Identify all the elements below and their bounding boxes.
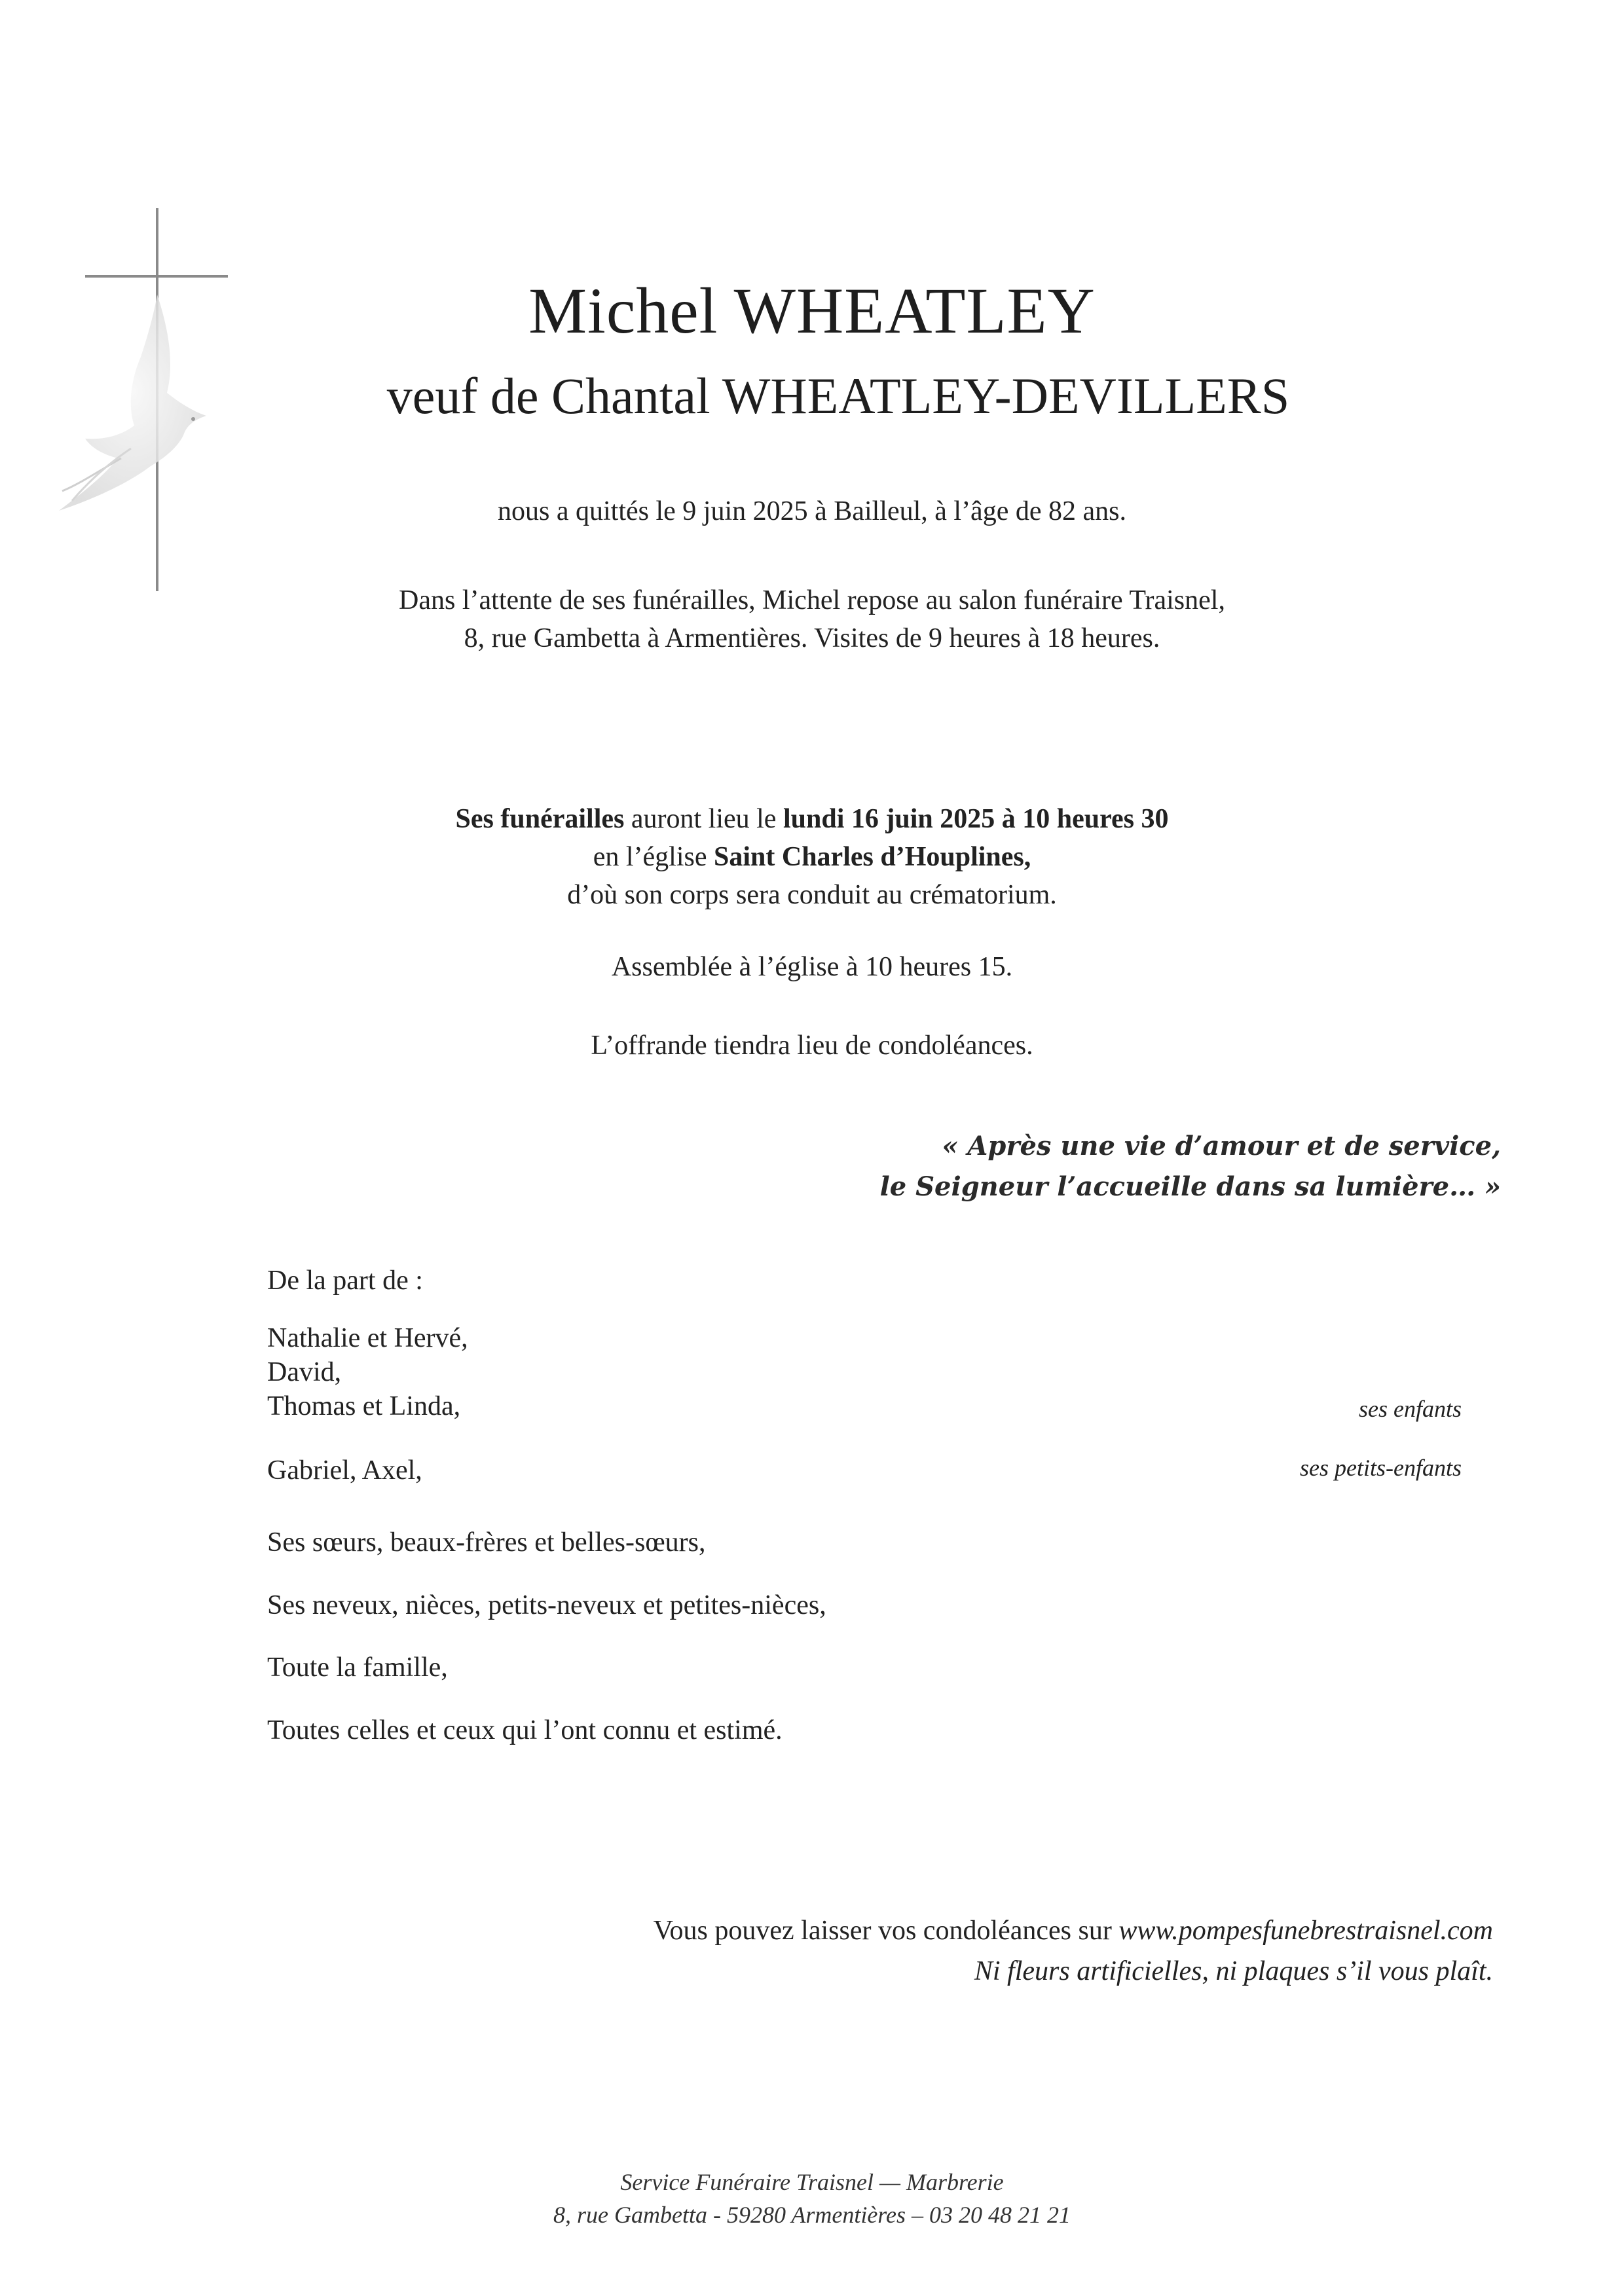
assembly-line: Assemblée à l’église à 10 heures 15. xyxy=(611,952,1013,982)
flowers-text: Ni fleurs artificielles, ni plaques s’il vous plaît. xyxy=(974,1956,1493,1986)
grandchildren-entry: Gabriel, Axel, xyxy=(267,1455,422,1485)
funeral-service-footer xyxy=(0,2166,1624,2231)
funeral-church-line xyxy=(0,838,1624,876)
footer-line-1: Service Funéraire Traisnel — Marbrerie xyxy=(620,2169,1004,2195)
funeral-date-line xyxy=(0,800,1624,838)
funeral-label: Ses funérailles xyxy=(455,804,625,834)
funeral-label-rest: auront lieu le xyxy=(624,804,783,834)
condolence-prefix: Vous pouvez laisser vos condoléances sur xyxy=(653,1916,1119,1946)
crematorium-line: d’où son corps sera conduit au crématorium. xyxy=(567,880,1057,910)
funeral-paragraph xyxy=(0,800,1624,914)
church-prefix: en l’église xyxy=(593,842,714,872)
children-list xyxy=(267,1321,468,1423)
condolence-notes xyxy=(654,1910,1493,1992)
quote-line-2: le Seigneur l’accueille dans sa lumière… » xyxy=(879,1171,1501,1202)
grandchildren-label: ses petits-enfants xyxy=(1300,1455,1462,1481)
deceased-name: Michel WHEATLEY xyxy=(528,274,1096,347)
relative-line-4: Toutes celles et ceux qui l’ont connu et estimé. xyxy=(267,1715,783,1745)
flowers-note xyxy=(654,1951,1493,1992)
child-entry-1: Nathalie et Hervé, xyxy=(267,1323,468,1353)
relative-line-2: Ses neveux, nièces, petits-neveux et petites-nièces, xyxy=(267,1590,826,1620)
children-label: ses enfants xyxy=(1359,1396,1462,1422)
family-intro: De la part de : xyxy=(267,1266,423,1296)
quote-line-1: « Après une vie d’amour et de service, xyxy=(942,1131,1501,1161)
relative-line-1: Ses sœurs, beaux-frères et belles-sœurs, xyxy=(267,1527,706,1558)
child-entry-3: Thomas et Linda, xyxy=(267,1391,461,1421)
repose-line-2: 8, rue Gambetta à Armentières. Visites de 9 heures à 18 heures. xyxy=(464,623,1160,653)
funeral-date: lundi 16 juin 2025 à 10 heures 30 xyxy=(783,804,1169,834)
widow-of-line: veuf de Chantal WHEATLEY-DEVILLERS xyxy=(386,367,1290,424)
repose-line-1: Dans l’attente de ses funérailles, Michel repose au salon funéraire Traisnel, xyxy=(399,585,1225,615)
condolence-line xyxy=(654,1910,1493,1951)
website-link[interactable]: www.pompesfunebrestraisnel.com xyxy=(1118,1916,1493,1946)
offering-line: L’offrande tiendra lieu de condoléances. xyxy=(591,1030,1033,1061)
repose-paragraph xyxy=(0,581,1624,657)
relative-line-3: Toute la famille, xyxy=(267,1652,448,1683)
quote xyxy=(880,1126,1501,1207)
passing-line: nous a quittés le 9 juin 2025 à Bailleul, à l’âge de 82 ans. xyxy=(498,496,1126,526)
child-entry-2: David, xyxy=(267,1357,342,1387)
church-name: Saint Charles d’Houplines, xyxy=(713,842,1031,872)
footer-line-2: 8, rue Gambetta - 59280 Armentières – 03 20 48 21 21 xyxy=(553,2202,1071,2228)
